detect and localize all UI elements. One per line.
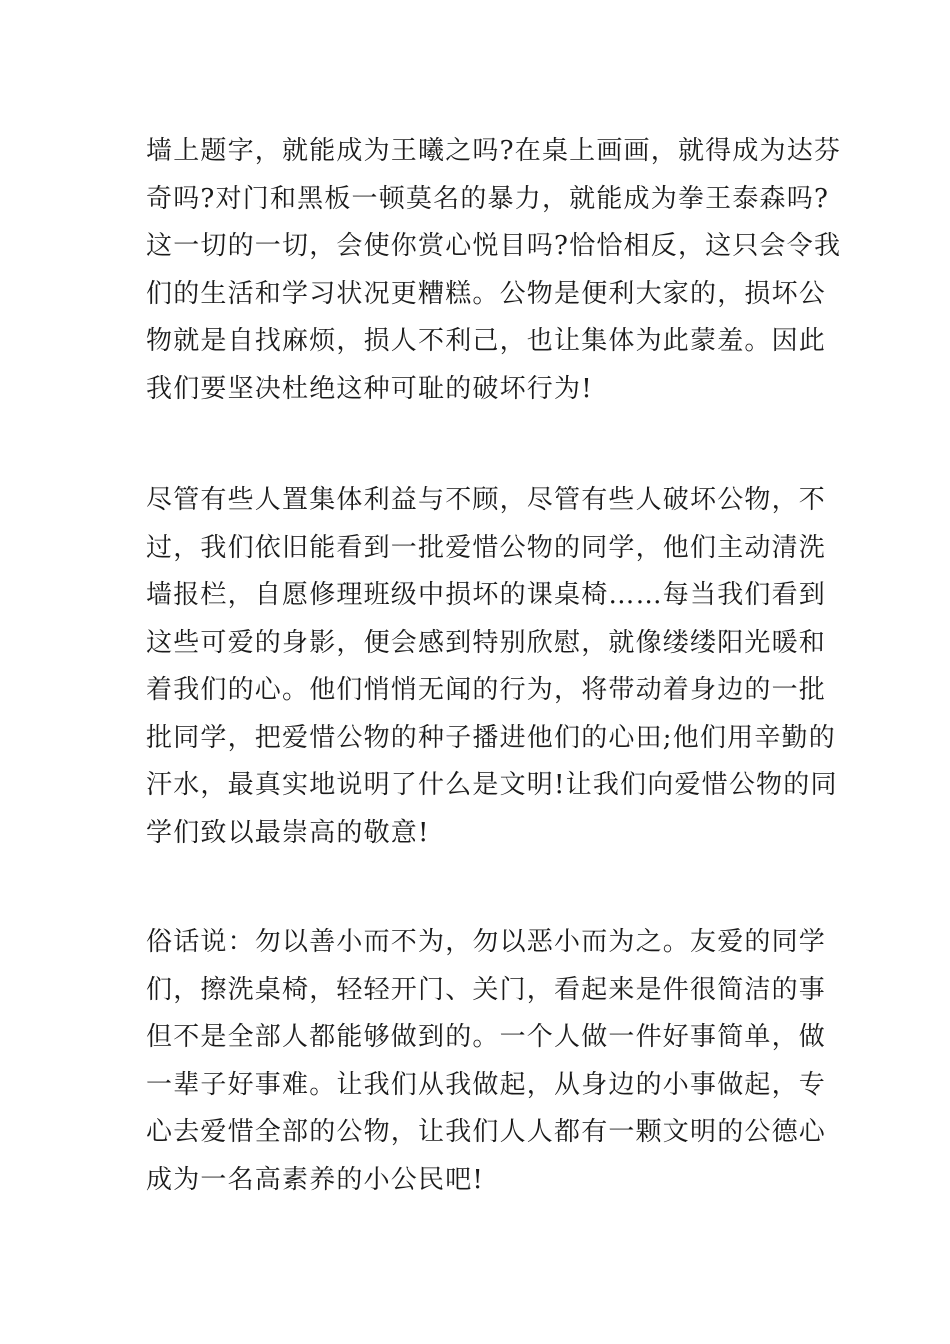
paragraph-1 <box>146 128 842 413</box>
paragraph-line: 着我们的心。他们悄悄无闻的行为，将带动着身边的一批 <box>146 675 827 705</box>
paragraph-line: 学们致以最崇高的敬意! <box>146 817 430 848</box>
paragraph-line: 尽管有些人置集体利益与不顾，尽管有些人破坏公物，不 <box>146 485 827 515</box>
paragraph-line: 俗话说：勿以善小而不为，勿以恶小而为之。友爱的同学 <box>146 927 827 957</box>
paragraph-3 <box>146 919 827 1204</box>
paragraph-line: 过，我们依旧能看到一批爱惜公物的同学，他们主动清洗 <box>146 532 827 563</box>
paragraph-line: 一辈子好事难。让我们从我做起，从身边的小事做起，专 <box>146 1069 827 1100</box>
paragraph-line: 奇吗?对门和黑板一顿莫名的暴力，就能成为拳王泰森吗? <box>146 183 830 214</box>
paragraph-line: 心去爱惜全部的公物，让我们人人都有一颗文明的公德心 <box>146 1117 827 1147</box>
paragraph-line: 汗水，最真实地说明了什么是文明!让我们向爱惜公物的同 <box>146 770 838 800</box>
paragraph-line: 成为一名高素养的小公民吧! <box>146 1164 485 1195</box>
paragraph-line: 这些可爱的身影，便会感到特别欣慰，就像缕缕阳光暖和 <box>146 627 827 658</box>
paragraph-line: 墙上题字，就能成为王曦之吗?在桌上画画，就得成为达芬 <box>146 136 842 166</box>
paragraph-line: 但不是全部人都能够做到的。一个人做一件好事简单，做 <box>146 1022 827 1052</box>
paragraph-line: 我们要坚决杜绝这种可耻的破坏行为! <box>146 373 593 404</box>
paragraph-line: 批同学，把爱惜公物的种子播进他们的心田;他们用辛勤的 <box>146 722 836 753</box>
paragraph-line: 这一切的一切，会使你赏心悦目吗?恰恰相反，这只会令我 <box>146 231 842 261</box>
paragraph-line: 们的生活和学习状况更糟糕。公物是便利大家的，损坏公 <box>146 278 827 309</box>
paragraph-line: 物就是自找麻烦，损人不利己，也让集体为此蒙羞。因此 <box>146 326 827 356</box>
paragraph-line: 墙报栏，自愿修理班级中损坏的课桌椅……每当我们看到 <box>146 580 827 610</box>
paragraph-2 <box>146 477 838 857</box>
paragraph-line: 们，擦洗桌椅，轻轻开门、关门，看起来是件很简洁的事 <box>146 974 827 1005</box>
